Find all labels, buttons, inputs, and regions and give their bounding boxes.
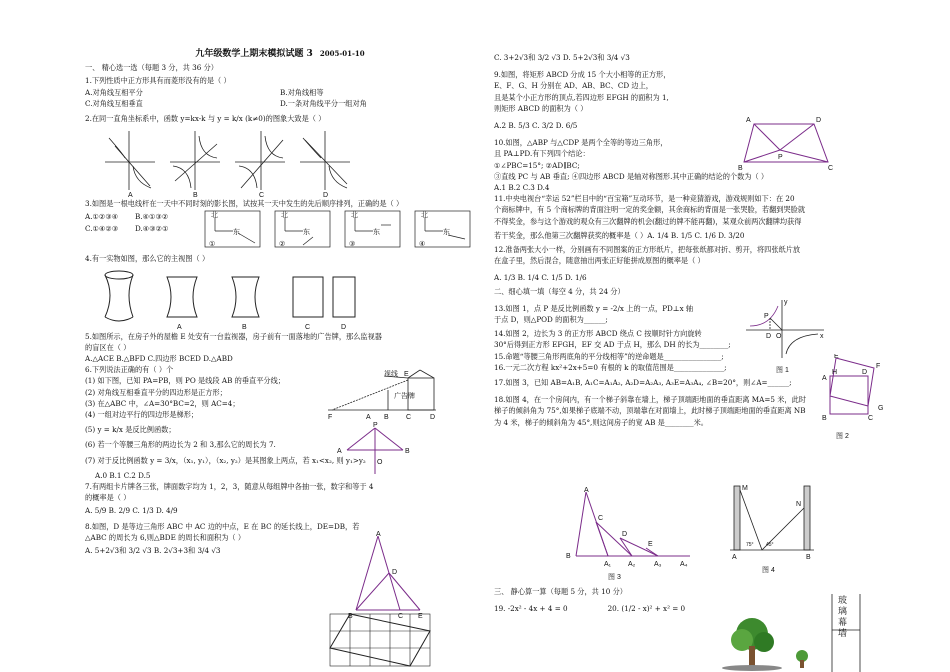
q3-circled-1: ①	[209, 241, 216, 249]
fig2-label-b: B	[822, 415, 827, 422]
q1-option-a: A.对角线互相平分	[85, 87, 143, 97]
q10-label-a: A	[746, 117, 751, 124]
fig2-label-a: A	[822, 375, 827, 382]
fig4-label-a: A	[732, 554, 737, 561]
q8-figure	[348, 530, 428, 620]
q3-north-3: 北	[351, 212, 358, 220]
q2-label-d: D	[323, 192, 329, 199]
q10-line-3: ①∠PBC=15°; ②AD∥BC;	[494, 160, 580, 170]
q6-item-7: (7) 对于反比例函数 y = 3/x，（x₁, y₁），（x₂, y₂）是其图象上两点，若 x₁<x₂, 则 y₁>y₂	[85, 455, 366, 465]
q9-options: A.2 B. 5/3 C. 3/2 D. 6/5	[494, 121, 578, 131]
q15-text: 15.命题“等腰三角形两底角的平分线相等”的逆命题是________________;	[494, 351, 724, 361]
fig1-label-y: y	[784, 299, 788, 306]
q9-line-2: E、F、G、H 分别在 AD、AB、BC、CD 边上，	[494, 81, 653, 91]
fig1-hyperbola	[740, 296, 830, 376]
q3-option-b: B.④①③②	[135, 212, 169, 222]
q18-line-1: 18.如图 4，在一个房间内，有一个梯子斜靠在墙上，梯子顶端距地面的垂直距离 MA=5 米，此时	[494, 395, 806, 405]
fig4-figure	[730, 482, 818, 574]
fig4-label-45deg: 45°	[766, 542, 774, 548]
left-column	[85, 0, 475, 556]
q4-label-d: D	[341, 323, 347, 331]
q3-shadow-figures	[203, 209, 473, 251]
q1-options	[85, 87, 475, 109]
q9-line-3: 且是某个小正方形的顶点,若四边形 EFGH 的面积为 1,	[494, 92, 669, 102]
q1-option-c: C.对角线互相垂直	[85, 98, 143, 108]
q5-label-c: C	[406, 414, 412, 421]
glass-wall-label: 玻璃幕墙	[838, 596, 848, 639]
q8-options-ab: A. 5+2√3和 3/2 √3 B. 2√3+3和 3/4 √3	[85, 546, 221, 556]
q10-label-d: D	[816, 117, 822, 124]
fig1-label-p: P	[764, 313, 769, 320]
q3-options	[85, 211, 185, 233]
q8-label-c: C	[398, 613, 404, 620]
q2-stem: 2.在同一直角坐标系中，函数 y=kx-k 与 y = k/x (k≠0)的图象大致是（ ）	[85, 114, 326, 124]
q10-label-b: B	[738, 165, 743, 172]
fig1-label-x: x	[820, 333, 824, 340]
fig3-label-d: D	[622, 531, 628, 538]
q1-option-d: D.一条对角线平分一组对角	[280, 98, 367, 108]
q3-circled-4: ④	[419, 241, 426, 249]
fig4-label-m: M	[742, 485, 748, 492]
fig4-caption: 图 4	[762, 567, 775, 574]
page-title	[85, 48, 475, 60]
section1-heading: 一、 精心选一选（每题 3 分，共 36 分）	[85, 63, 218, 73]
fig2-label-e: E	[834, 354, 839, 360]
q4-label-a: A	[177, 323, 182, 331]
q12-line-1: 12.准备两张大小一样，分别画有不同图案的正方形纸片，把每张纸都对折、剪开，将四张纸片放	[494, 245, 801, 255]
fig4-label-n: N	[796, 501, 802, 508]
fig2-label-g: G	[878, 405, 884, 412]
q3-north-4: 北	[421, 212, 428, 220]
q7-options: A. 5/9 B. 2/9 C. 1/3 D. 4/9	[85, 506, 178, 516]
fig1-label-o: O	[776, 333, 782, 340]
q10-label-p: P	[778, 154, 783, 161]
q2-label-a: A	[128, 192, 133, 199]
fig3-label-a3: A₃	[654, 561, 662, 568]
q2-label-b: B	[193, 192, 198, 199]
q8-label-e: E	[418, 613, 423, 620]
q6-item-6: (6) 若一个等腰三角形的两边长为 2 和 3,那么它的周长为 7.	[85, 440, 276, 450]
q4-label-c: C	[305, 323, 311, 331]
q4-label-b: B	[242, 323, 247, 331]
q4-figures	[97, 265, 357, 331]
q10-label-c: C	[828, 165, 834, 172]
q5-label-d: D	[430, 414, 436, 421]
q14-line-2: 30°后得到正方形 EFGH，EF 交 AD 于点 H，那么 DH 的长为________;	[494, 340, 731, 350]
fig2-squares	[822, 354, 892, 444]
q2-label-c: C	[259, 192, 265, 199]
q9-line-4: 则矩形 ABCD 的面积为（ ）	[494, 103, 588, 113]
q5-label-sightline: 视线	[384, 371, 398, 378]
q20-text: 20. (1/2 - x)² + x² = 0	[607, 604, 686, 614]
q8-options-cd: C. 3+2√3和 3/2 √3 D. 5+2√3和 3/4 √3	[494, 53, 630, 62]
fig2-label-c: C	[868, 415, 874, 422]
q3-block	[85, 209, 475, 253]
q3-east-1: 东	[233, 229, 240, 237]
q6-item-5: (5) y = k/x 是反比例函数；	[85, 425, 176, 435]
q12-options: A. 1/3 B. 1/4 C. 1/5 D. 1/6	[494, 273, 587, 283]
q2-graphs	[95, 126, 355, 198]
question-18	[494, 394, 874, 428]
q5-options: A.△ACE B.△BFD C.四边形 BCED D.△ABD	[85, 354, 233, 364]
q3-north-2: 北	[281, 212, 288, 220]
q6-label-b: B	[405, 448, 410, 455]
fig3-label-a: A	[584, 487, 589, 494]
tree-illustration	[722, 618, 808, 671]
q11-line-2: 个商标牌中，有 5 个商标牌的背面注明一定的奖金额，其余商标的背面是一张哭脸，若翻到哭脸就	[494, 205, 806, 215]
q3-option-d: D.④③②①	[135, 223, 169, 233]
q8-stem: 8.如图，D 是等边三角形 ABC 中 AC 边的中点，E 在 BC 的延长线上，DE=DB，若△ABC 的周长为 6,则△BDE 的周长和面积为（ ）	[85, 521, 360, 542]
q3-circled-2: ②	[279, 241, 286, 249]
decor-illustration	[712, 590, 872, 672]
q3-east-4: 东	[443, 229, 450, 237]
q8-label-b: B	[348, 613, 353, 620]
q6-stem: 6.下列说法正确的有（ ）个	[85, 365, 174, 375]
q6-item-4: (4) 一组对边平行的四边形是梯形；	[85, 410, 199, 420]
q1-stem: 1.下列性质中正方形具有而菱形没有的是（ ）	[85, 76, 231, 86]
fig3-caption: 图 3	[608, 574, 621, 581]
fig2-label-f: F	[876, 363, 881, 370]
q6-item-1: (1) 如下图，已知 PA=PB，则 PO 是线段 AB 的垂直平分线；	[85, 376, 285, 386]
q16-text: 16.一元二次方程 kx²+2x+5=0 有根的 k 的取值范围是______________;	[494, 362, 727, 372]
title-text: 九年级数学上期末模拟试题 3	[195, 49, 313, 59]
section3-heading: 三、 静心算一算（每题 5 分，共 10 分）	[494, 587, 627, 596]
q5-figure	[328, 366, 438, 414]
q4-stem: 4.有一实物如图，那么它的主视图（ ）	[85, 254, 210, 264]
question-11	[494, 193, 874, 241]
q6-label-p: P	[373, 422, 378, 429]
fig2-label-d: D	[862, 369, 868, 376]
q11-line-1: 11.中央电视台“幸运 52”栏目中的“百宝箱”互动环节，是一种竞猜游戏，游戏规则如下：在 20	[494, 194, 795, 204]
q5-label-e: E	[404, 371, 409, 378]
question-12	[494, 244, 874, 284]
q5-label-b: B	[384, 414, 389, 421]
q5-label-a: A	[366, 414, 371, 421]
q18-line-2: 梯子的倾斜角为 75°,如果梯子底端不动，顶端靠在对面墙上，此时梯子顶端距地面的垂直距离 NB	[494, 406, 806, 416]
fig4-label-75deg: 75°	[746, 542, 754, 548]
q6-item-2: (2) 对角线互相垂直平分的四边形是正方形；	[85, 387, 227, 397]
fig3-label-a2: A₂	[628, 561, 636, 568]
fig2-caption: 图 2	[836, 433, 849, 440]
fig3-label-a1: A₁	[604, 561, 612, 568]
fig3-label-b: B	[566, 553, 571, 560]
question-13	[494, 303, 744, 325]
q5-stem: 5.如图所示，在房子外的屋檐 E 处安有一台监视器，房子前有一面落地的广告牌，那么监视器的盲区在（ ）	[85, 331, 382, 352]
q6-figure	[335, 420, 415, 478]
fig4-label-b: B	[806, 554, 811, 561]
fig3-label-e: E	[648, 541, 653, 548]
q18-line-3: 为 4 米，梯子的倾斜角为 45°,则这间房子的宽 AB 是________米。	[494, 417, 708, 427]
q3-east-3: 东	[373, 229, 380, 237]
q3-option-a: A.①②③④	[85, 212, 119, 222]
q6-options: A.0 B.1 C.2 D.5	[95, 470, 151, 480]
q19-text: 19. -2x² - 4x + 4 = 0	[494, 604, 568, 614]
q3-north-1: 北	[211, 212, 218, 220]
q7-stem: 7.有两组卡片牌各三张，牌面数字均为 1，2，3，随意从每组牌中各抽一张，数字和等于 4 的概率是（ ）	[85, 482, 374, 503]
title-date: 2005-01-10	[319, 49, 365, 58]
q9-line-1: 9.如图，将矩形 ABCD 分成 15 个大小相等的正方形，	[494, 70, 671, 80]
q3-stem: 3.如图是一根电线杆在一天中不同时刻的影长图，试按其一天中发生的先后顺序排列，正确的是（ ）	[85, 199, 404, 209]
q1-option-b: B.对角线相等	[280, 87, 324, 97]
q10-line-4: ③直线 PC 与 AB 垂直; ④四边形 ABCD 是轴对称图形.其中正确的结论的个数为（ ）	[494, 171, 769, 181]
q17-text: 17.如图 3，已知 AB=A₁B, A₁C=A₁A₂, A₂D=A₂A₃, A₃E=A₃A₄, ∠B=20°，则∠A=______;	[494, 378, 792, 388]
q10-line-5: A.1 B.2 C.3 D.4	[494, 183, 550, 193]
q10-line-2: 且 PA⊥PD.有下列四个结论：	[494, 149, 590, 159]
q6-label-o: O	[377, 459, 383, 466]
q5-label-billboard: 广告牌	[394, 393, 415, 400]
q10-line-1: 10.如图，△ABP 与△CDP 是两个全等的等边三角形，	[494, 138, 668, 148]
fig2-label-h: H	[832, 369, 838, 376]
q6-label-a: A	[337, 448, 342, 455]
q11-line-4: 若干奖金，那么他第三次翻牌获奖的概率是（ ）A. 1/4 B. 1/5 C. 1/6 D. 3/20	[494, 230, 745, 240]
fig3-label-a4: A₄	[680, 561, 688, 568]
q8-label-a: A	[376, 531, 381, 538]
q6-item-3: (3) 在△ABC 中，∠A=30°BC=2，则 AC=4；	[85, 398, 240, 408]
q8-label-d: D	[392, 569, 398, 576]
q5-label-f: F	[328, 414, 333, 421]
q13-line-2: 于点 D，则△POD 的面积为______;	[494, 315, 608, 325]
fig1-caption: 图 1	[776, 367, 789, 374]
question-1	[85, 75, 475, 109]
q9-grid-figure	[326, 610, 436, 670]
q3-circled-3: ③	[349, 241, 356, 249]
fig3-figure	[560, 486, 700, 582]
fig3-label-c: C	[598, 515, 604, 522]
q3-east-2: 东	[303, 229, 310, 237]
q3-option-c: C.①④②③	[85, 223, 119, 233]
fig1-label-d: D	[766, 333, 772, 340]
q11-line-3: 不得奖金，参与这个游戏的观众有三次翻牌的机会(翻过的牌不能再翻)，某观众前两次翻牌均获得	[494, 216, 802, 226]
section2-heading: 二、细心填一填（每空 4 分，共 24 分）	[494, 286, 625, 296]
q14-line-1: 14.如图 2，边长为 3 的正方形 ABCD 绕点 C 按顺时针方向旋转	[494, 329, 702, 339]
q10-figure	[736, 112, 836, 172]
q12-line-2: 在盒子里，然后混合，随意抽出两张正好能拼成原图的概率是（ ）	[494, 256, 705, 266]
q13-line-1: 13.如图 1，点 P 是反比例函数 y = -2/x 上的一点，PD⊥x 轴	[494, 303, 694, 313]
